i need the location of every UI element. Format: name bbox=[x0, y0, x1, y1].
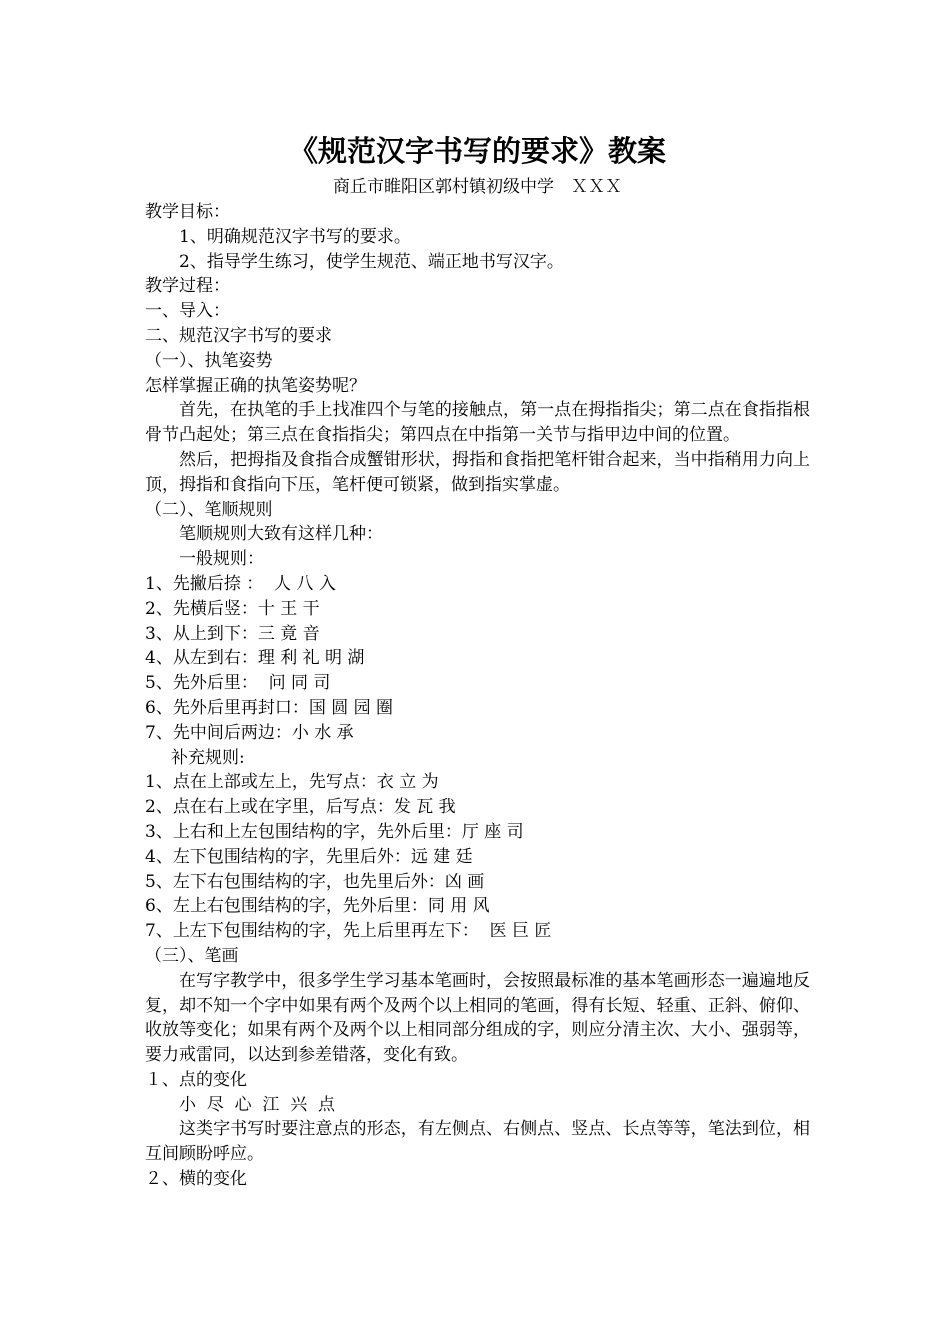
section-heading: 一、导入： bbox=[145, 301, 230, 322]
question-text: 怎样掌握正确的执笔姿势呢？ bbox=[145, 375, 366, 396]
subsection-heading: （二）、笔顺规则 bbox=[145, 499, 273, 520]
horizontal-heading: ２、横的变化 bbox=[145, 1169, 247, 1190]
goals-heading: 教学目标： bbox=[145, 202, 230, 222]
rule-item: 2、先横后竖：十 王 干 bbox=[145, 598, 320, 619]
rule-item: 4、从左到右：理 利 礼 明 湖 bbox=[145, 648, 365, 669]
rule-item: 5、左下右包围结构的字，也先里后外：凶 画 bbox=[145, 871, 485, 892]
supplementary-rules-heading: 补充规则: bbox=[171, 747, 245, 768]
general-rules-heading: 一般规则： bbox=[179, 549, 264, 570]
paragraph: 然后，把拇指及食指合成蟹钳形状，拇指和食指把笔杆钳合起来，当中指稍用力向上顶，拇指和食指向下压，笔杆便可锁紧，做到指实掌虚。 bbox=[145, 449, 810, 495]
rule-item: 1、先撇后捺 ： 人 八 入 bbox=[145, 573, 336, 594]
process-heading: 教学过程： bbox=[145, 276, 230, 297]
rule-item: 2、点在右上或在字里，后写点：发 瓦 我 bbox=[145, 797, 456, 818]
rule-item: 6、先外后里再封口：国 圆 园 圈 bbox=[145, 697, 394, 718]
subsection-heading: （一）、执笔姿势 bbox=[145, 350, 273, 371]
rule-item: 3、上右和上左包围结构的字，先外后里：厅 座 司 bbox=[145, 821, 524, 842]
paragraph: 这类字书写时要注意点的形态，有左侧点、右侧点、竖点、长点等等，笔法到位，相互间顾盼呼应。 bbox=[145, 1119, 810, 1165]
subsection-heading: （三）、笔画 bbox=[145, 945, 239, 966]
rules-intro: 笔顺规则大致有这样几种： bbox=[179, 524, 383, 545]
rule-item: 7、上左下包围结构的字，先上后里再左下： 医 巨 匠 bbox=[145, 921, 552, 942]
author-line: 商丘市睢阳区郭村镇初级中学 ＸＸＸ bbox=[333, 177, 622, 197]
example-characters: 小 尽 心 江 兴 点 bbox=[179, 1094, 336, 1115]
document-title: 《规范汉字书写的要求》教案 bbox=[288, 134, 666, 168]
paragraph: 首先，在执笔的手上找准四个与笔的接触点，第一点在拇指指尖；第二点在食指指根骨节凸起处；第三点在食指指尖；第四点在中指第一关节与指甲边中间的位置。 bbox=[145, 400, 810, 446]
rule-item: 1、点在上部或左上，先写点：衣 立 为 bbox=[145, 772, 439, 793]
paragraph: 在写字教学中，很多学生学习基本笔画时，会按照最标准的基本笔画形态一遍遍地反复，却不知一个字中如果有两个及两个以上相同的笔画，得有长短、轻重、正斜、俯仰、收放等变化；如果有两个及两个以上相同部分组成的字，则应分清主次、大小、强弱等，要力戒雷同，以达到参差错落，变化有致。 bbox=[145, 970, 810, 1066]
rule-item: 7、先中间后两边：小 水 承 bbox=[145, 722, 354, 743]
section-heading: 二、规范汉字书写的要求 bbox=[145, 325, 332, 346]
goal-item: 1、明确规范汉字书写的要求。 bbox=[179, 226, 411, 247]
document-body bbox=[145, 200, 810, 1192]
rule-item: 6、左上右包围结构的字，先外后里：同 用 风 bbox=[145, 896, 490, 917]
rule-item: 5、先外后里： 问 同 司 bbox=[145, 673, 331, 694]
goal-item: 2、指导学生练习，使学生规范、端正地书写汉字。 bbox=[179, 251, 564, 272]
rule-item: 3、从上到下：三 竟 音 bbox=[145, 623, 320, 644]
rule-item: 4、左下包围结构的字，先里后外：远 建 廷 bbox=[145, 846, 473, 867]
point-heading: １、点的变化 bbox=[145, 1069, 247, 1090]
